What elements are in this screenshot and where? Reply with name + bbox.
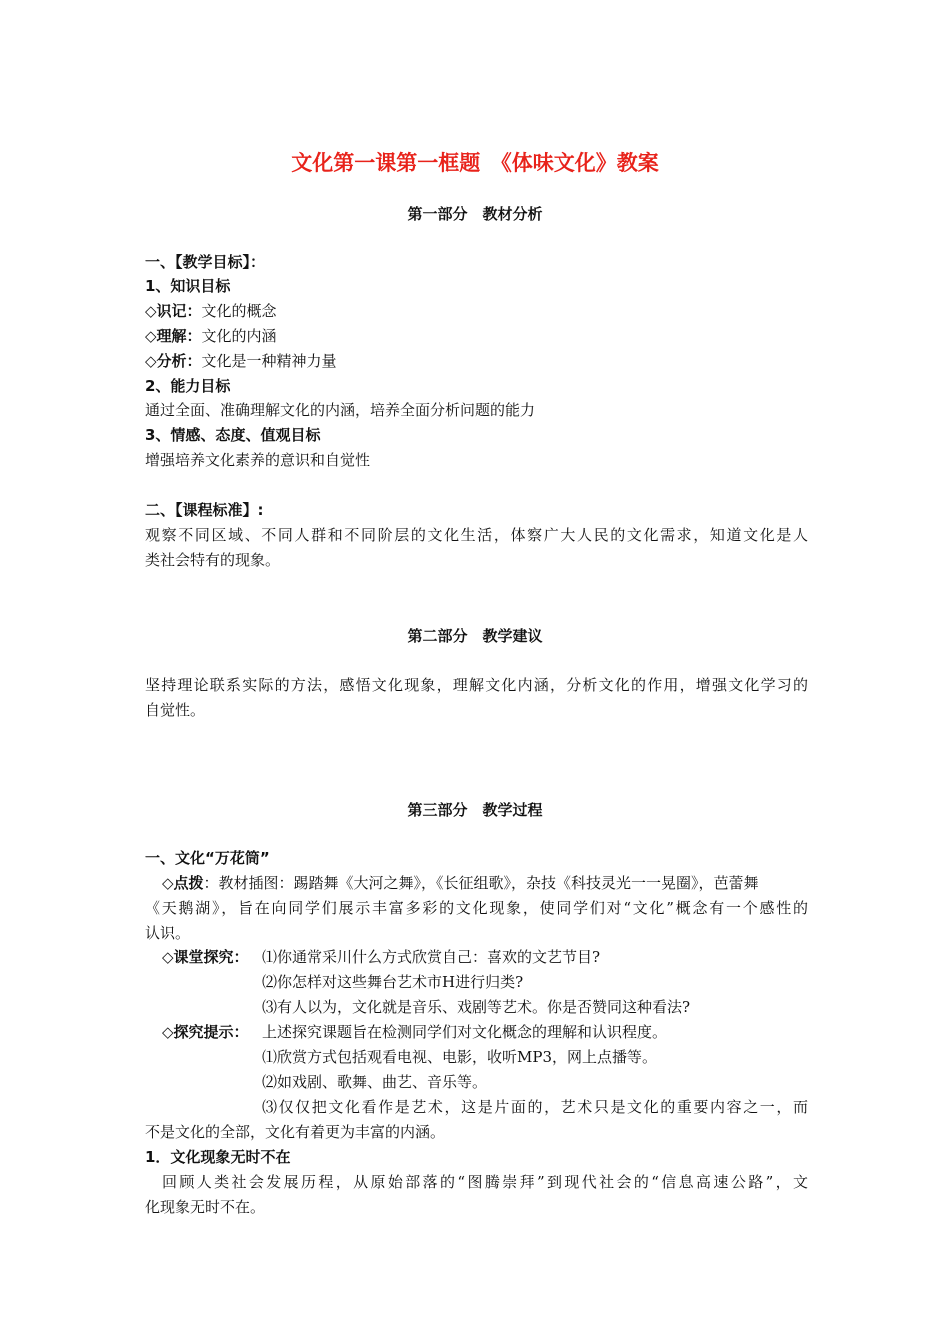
goal-text: 文化的概念 [201, 302, 277, 320]
goal-label: ◇分析： [145, 352, 202, 370]
knowledge-goal-heading: 1、知识目标 [145, 277, 231, 295]
teaching-suggestion-line: 自觉性。 [145, 701, 206, 719]
explore-question: ⑶有人以为，文化就是音乐、戏剧等艺术。你是否赞同这种看法? [262, 998, 691, 1016]
explore-label: ◇课堂探究： [162, 948, 249, 966]
explore-tip-answer: ⑴欣赏方式包括观看电视、电影，收听MP3，网上点播等。 [262, 1048, 657, 1066]
subsection-heading: 1．文化现象无时不在 [145, 1148, 291, 1166]
hint-line [162, 873, 759, 893]
subsection-line: 化现象无时不在。 [145, 1198, 266, 1216]
emotion-goal-heading: 3、情感、态度、值观目标 [145, 426, 321, 444]
teaching-goals-heading: 一、【教学目标】： [145, 253, 266, 271]
subsection-line: 回顾人类社会发展历程，从原始部落的“图腾崇拜”到现代社会的“信息高速公路”，文 [162, 1173, 808, 1191]
goal-text: 文化是一种精神力量 [201, 352, 337, 370]
explore-tip-answer: ⑶仅仅把文化看作是艺术，这是片面的，艺术只是文化的重要内容之一，而 [262, 1098, 808, 1116]
explore-tip-answer: 不是文化的全部，文化有着更为丰富的内涵。 [145, 1123, 446, 1141]
hint-text: ：教材插图：踢踏舞《大河之舞》，《长征组歌》，杂技《科技灵光一一晃圈》，芭蕾舞 [203, 874, 759, 892]
hint-line: 《天鹅湖》，旨在向同学们展示丰富多彩的文化现象，使同学们对“文化”概念有一个感性的 [145, 899, 808, 917]
curriculum-standard-line: 类社会特有的现象。 [145, 551, 281, 569]
teaching-suggestion-line: 坚持理论联系实际的方法，感悟文化现象，理解文化内涵，分析文化的作用，增强文化学习的 [145, 676, 808, 694]
ability-goal-heading: 2、能力目标 [145, 377, 231, 395]
tip-label: ◇探究提示： [162, 1023, 249, 1041]
goal-item-understand [145, 326, 277, 346]
ability-goal-text: 通过全面、准确理解文化的内涵，培养全面分析问题的能力 [145, 401, 536, 419]
kaleidoscope-heading: 一、文化“万花筒” [145, 849, 270, 867]
part3-heading: 第三部分 教学过程 [407, 801, 543, 819]
goal-label: ◇理解： [145, 327, 202, 345]
goal-text: 文化的内涵 [201, 327, 277, 345]
class-explore-label [162, 947, 249, 967]
part2-heading: 第二部分 教学建议 [407, 627, 543, 645]
explore-question: ⑵你怎样对这些舞台艺术市H进行归类? [262, 973, 524, 991]
emotion-goal-text: 增强培养文化素养的意识和自觉性 [145, 451, 371, 469]
explore-tip-answer: ⑵如戏剧、歌舞、曲艺、音乐等。 [262, 1073, 488, 1091]
hint-label: ◇点拨 [162, 874, 204, 892]
goal-item-analyze [145, 351, 337, 371]
goal-item-memorize [145, 301, 277, 321]
curriculum-standard-line: 观察不同区域、不同人群和不同阶层的文化生活，体察广大人民的文化需求，知道文化是人 [145, 526, 808, 544]
goal-label: ◇识记： [145, 302, 202, 320]
explore-tip-label [162, 1022, 249, 1042]
curriculum-standard-heading: 二、【课程标准】: [145, 501, 264, 519]
explore-question: ⑴你通常采川什么方式欣赏自己：喜欢的文艺节目? [262, 948, 601, 966]
explore-tip-intro: 上述探究课题旨在检测同学们对文化概念的理解和认识程度。 [262, 1023, 668, 1041]
part1-heading: 第一部分 教材分析 [407, 205, 543, 223]
hint-line: 认识。 [145, 924, 191, 942]
document-title: 文化第一课第一框题 《体味文化》教案 [291, 151, 659, 175]
